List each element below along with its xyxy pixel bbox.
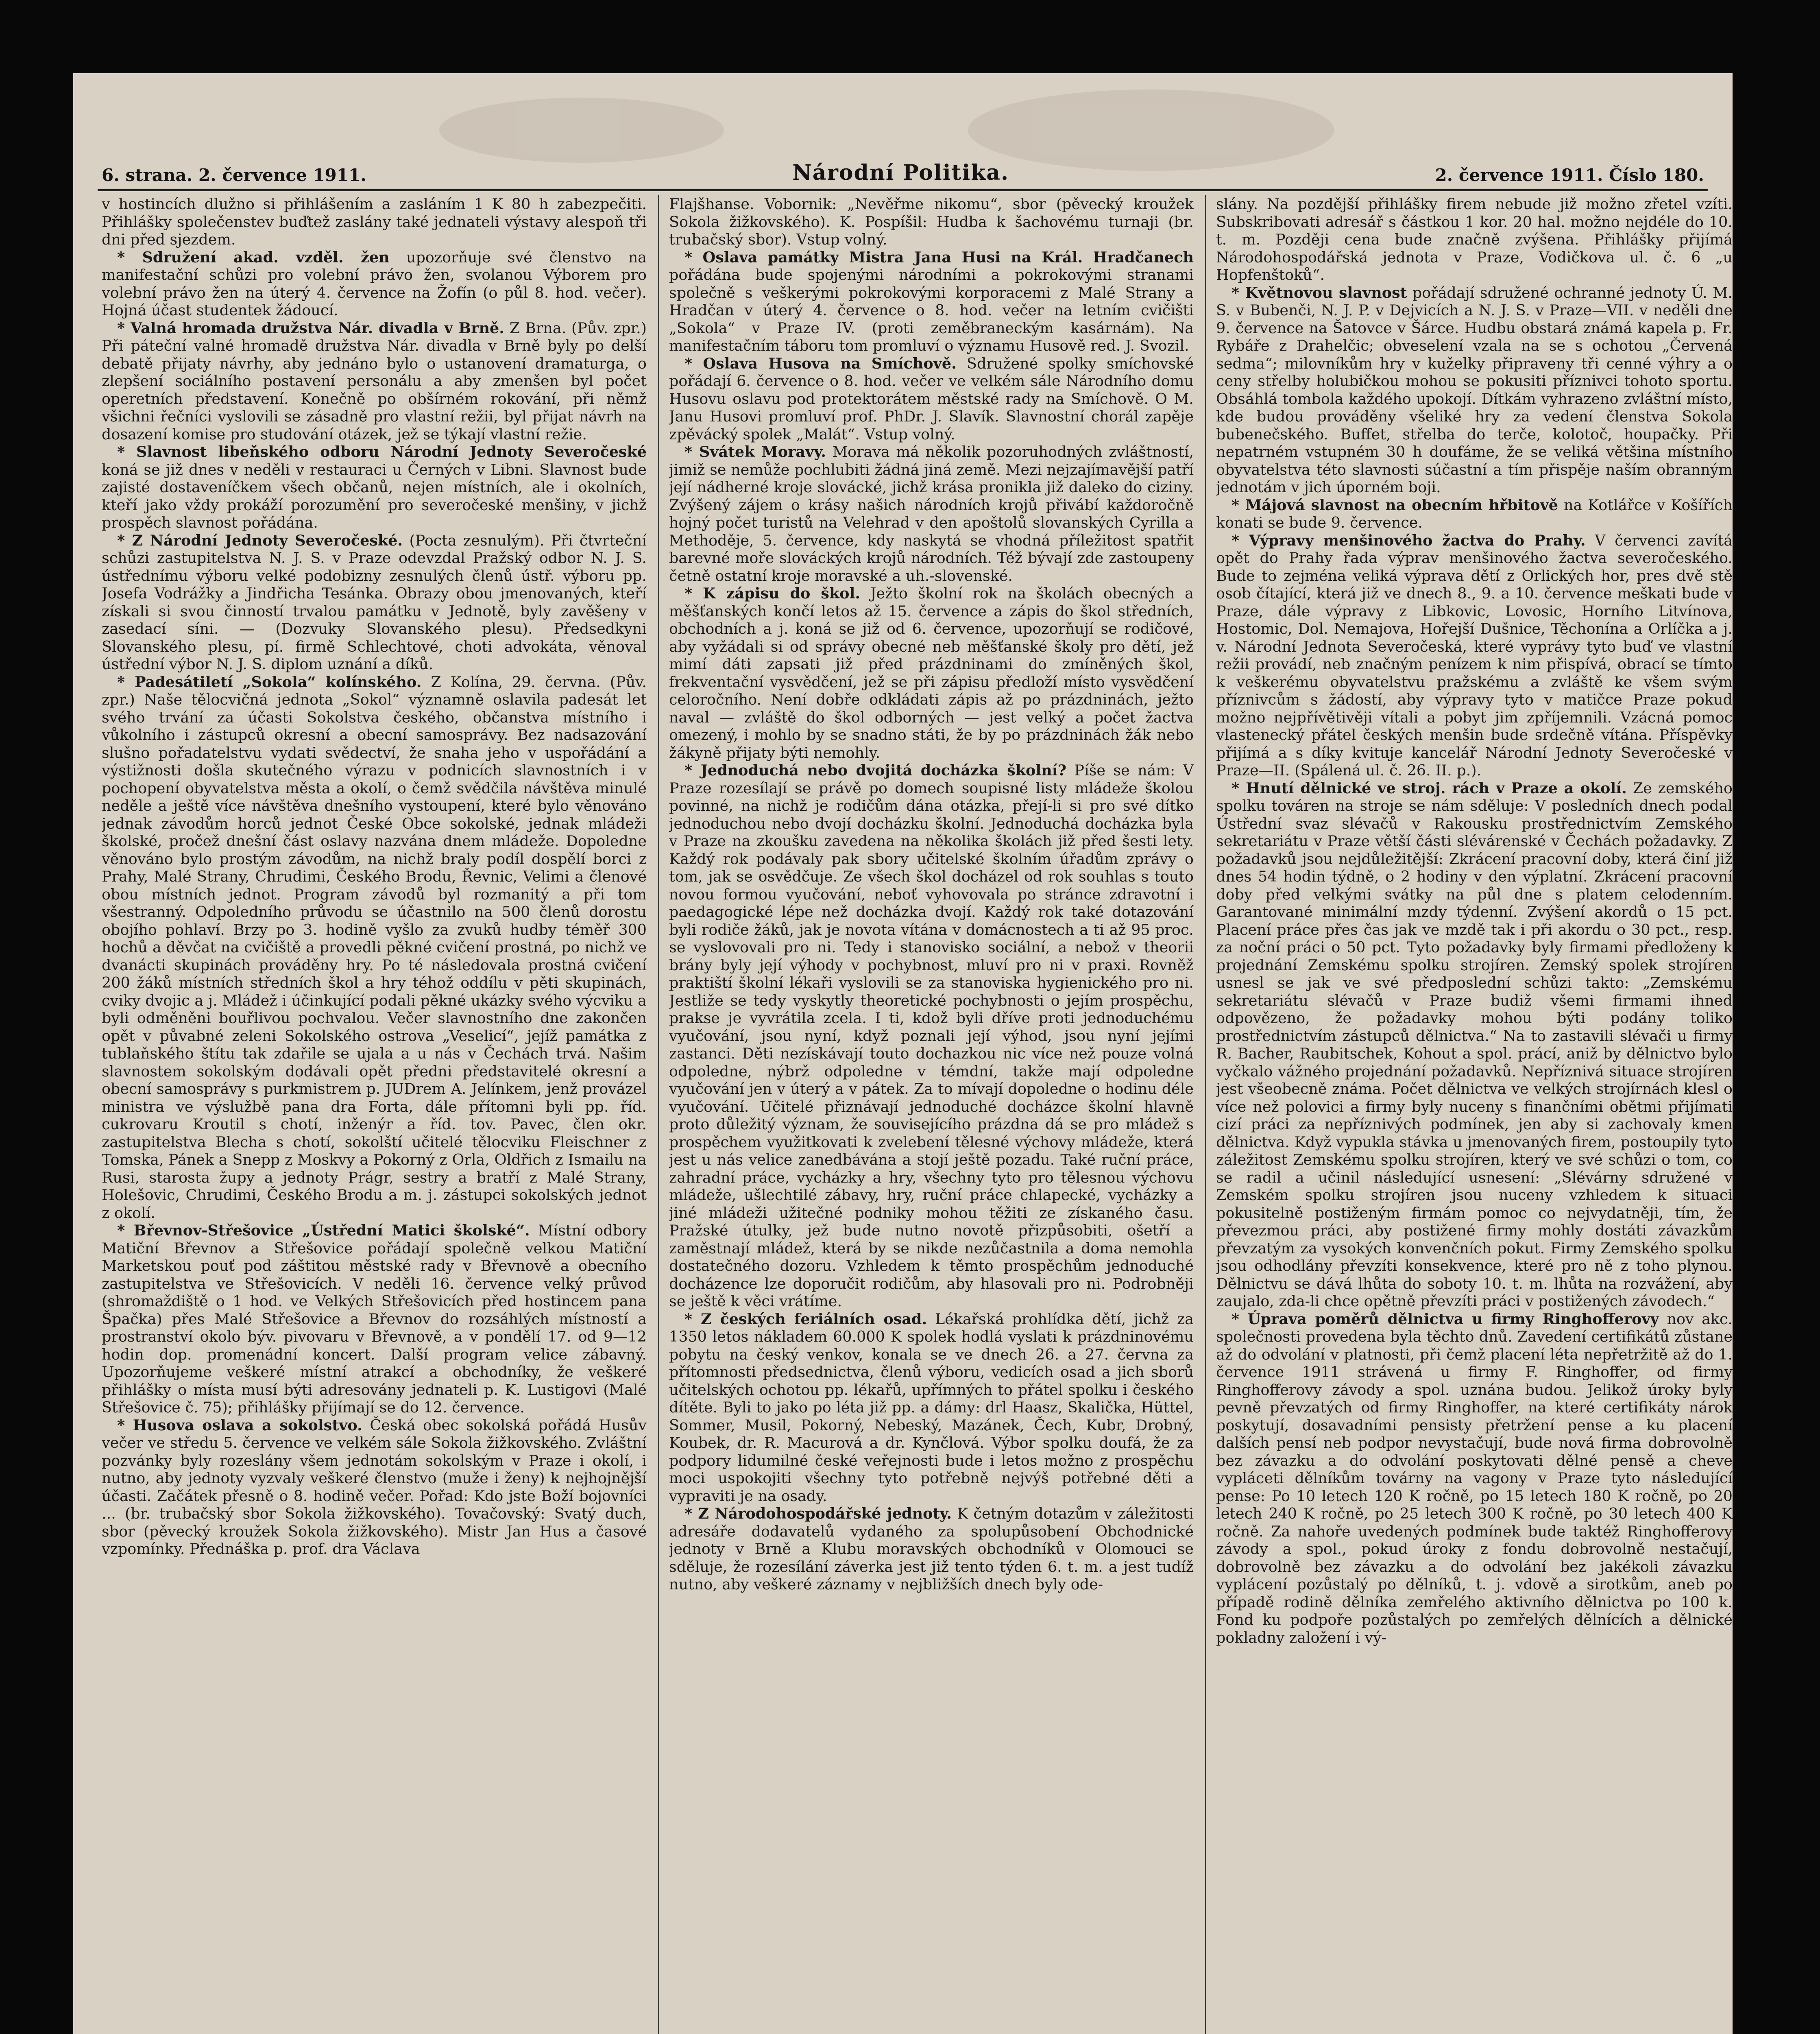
article-paragraph	[669, 1310, 1194, 1505]
article-paragraph	[669, 443, 1194, 585]
article-text: pořádají sdružené ochranné jednoty Ú. M. S. v Bubenči, N. J. P. v Dejvicích a N. J. S. v Praze—VII. v neděli dne 9. července na Šatovce v Šárce. Hudbu obstará známá kapela p. Fr. Rybáře z Drahelčic; obveselení vzala na se s ochotou „Červená sedma“; milovníkům hry v kuželky připraveny tři cenné výhry a o ceny střelby holubičkou mohou se pokusiti příznivci tohoto sportu. Obsáhlá tombola každého upokojí. Dítkám vyhrazeno zvláštní místo, kde budou prováděny všeliké hry za vedení členstva Sokola bubenečského. Buffet, střelba do terče, kolotoč, houpačky. Při nepatrném vstupném 30 h doufáme, že se veliká většina místního obyvatelstva této slavnosti súčastní a tím přispěje naším obranným jednotám v jich úporném boji.	[1216, 284, 1733, 496]
article-text: Sdružené spolky smíchovské pořádají 6. července o 8. hod. večer ve velkém sále Národního domu Husovu oslavu pod protektorátem městské rady na Smíchově. O M. Janu Husovi promluví prof. PhDr. J. Slavík. Slavnostní chorál zapěje zpěvácký spolek „Malát“. Vstup volný.	[669, 354, 1194, 443]
article-paragraph	[1216, 532, 1733, 779]
article-heading: * Z Národohospodářské jednoty.	[684, 1505, 952, 1522]
article-heading: * Padesátiletí „Sokola“ kolínského.	[117, 673, 422, 691]
article-heading: * Sdružení akad. vzděl. žen	[117, 248, 390, 266]
article-heading: * Svátek Moravy.	[684, 443, 826, 460]
column-3	[1216, 195, 1733, 2034]
article-heading: * K zápisu do škol.	[684, 585, 861, 602]
column-1	[102, 195, 647, 2034]
article-paragraph	[1216, 284, 1733, 496]
article-heading: * Valná hromada družstva Nár. divadla v Brně.	[117, 319, 504, 337]
article-text: nov akc. společnosti provedena byla těchto dnů. Zavedení certifikátů zůstane až do odvolání v platnosti, při čemž placení léta nepřetržitě až do 1. července 1911 strávená u firmy F. Ringhoffer, od firmy Ringhofferovy závody a spol. uznána budou. Jelikož úroky byly pevně převzatých od firmy Ringhoffer, na které certifikáty nárok poskytují, dosavadními pensisty přetržení pense a ku placení dalších pensí neb podpor nevystačují, bude nová firma dobrovolně bez závazku a do odvolání poskytovati dělné pensě a cheve vypláceti dělníkům továrny na vagony v Praze tyto následující pense: Po 10 letech 120 K ročně, po 15 letech 180 K ročně, po 20 letech 240 K ročně, po 25 letech 300 K ročně, po 30 letech 400 K ročně. Za nahoře uvedených podmínek bude taktéž Ringhofferovy závody a spol., pokud úroky z fondu dobrovolně nestačují, dobrovolně bez závazku a do odvolání bez jakékoli závazku vyplácení pozůstalý po dělníků, t. j. vdově a sirotkům, aneb po případě rodině dělníka zemřelého aktivního dělnictva po 100 k. Fond ku podpoře pozůstalých po zemřelých dělnících a dělnické pokladny založení i vý-	[1216, 1310, 1733, 1646]
article-text: Místní odbory Matiční Břevnov a Střešovice pořádají společně velkou Matiční Marketskou pouť pod záštitou městské rady v Břevnově a obecního zastupitelstva ve Střešovicích. V neděli 16. července velký průvod (shromaždiště o 1 hod. ve Velkých Střešovicích před hostincem pana Špačka) přes Malé Střešovice a Břevnov do rozsáhlých místností a prostranství okolo býv. pivovaru v Břevnově, a v pondělí 17. od 9—12 hodin dop. promenádní koncert. Další program velice zábavný. Upozorňujeme veškeré místní atrakcí a obchodníky, že veškeré přihlášky o místa musí býti adresovány jednateli p. K. Lustigovi (Malé Střešovice č. 75); přihlášky přijímají se do 12. července.	[102, 1222, 647, 1416]
article-text: Flajšhanse. Vobornik: „Nevěřme nikomu“, sbor (pěvecký kroužek Sokola žižkovského). K. Pospíšil: Hudba k šachovému turnaji (br. trubačský sbor). Vstup volný.	[669, 195, 1194, 248]
article-heading: * Husova oslava a sokolstvo.	[117, 1416, 362, 1434]
column-divider	[1205, 195, 1206, 2034]
article-text: koná se již dnes v neděli v restauraci u Černých v Libni. Slavnost bude zajisté dostaveníčkem všech občanů, nejen místních, ale i okolních, kteří jako vždy prokáží porozumění pro severočeské menšiny, v jichž prospěch slavnost pořádána.	[102, 460, 647, 531]
paper-stain	[439, 98, 724, 163]
article-text: K četným dotazům v záležitosti adresáře dodavatelů vydaného za spolupůsobení Obchodnické jednoty v Brně a Klubu moravských obchodníků v Olomouci se sděluje, že rozesílání záverka jest již tento týden 6. t. m. a jest tudíž nutno, aby veškeré záznamy v nejbližších dnech byly ode-	[669, 1505, 1194, 1593]
article-heading: * Hnutí dělnické ve stroj. rách v Praze a okolí.	[1231, 779, 1627, 797]
article-heading: * Jednoduchá nebo dvojitá docházka školní?	[684, 762, 1066, 779]
article-paragraph	[102, 443, 647, 532]
article-paragraph	[102, 249, 647, 319]
article-paragraph	[669, 762, 1194, 1310]
masthead-title: Národní Politika.	[792, 160, 1009, 185]
article-paragraph	[669, 195, 1194, 249]
column-2	[669, 195, 1194, 2034]
article-paragraph	[1216, 779, 1733, 1310]
running-head	[102, 161, 1704, 185]
article-paragraph	[102, 532, 647, 673]
article-heading: * Oslava památky Mistra Jana Husi na Král. Hradčanech	[684, 248, 1194, 266]
article-paragraph	[102, 1222, 647, 1416]
article-paragraph	[669, 585, 1194, 762]
article-text: Ježto školní rok na školách obecných a měšťanských končí letos až 15. července a zápis do škol středních, obchodních a j. koná se již od 6. července, upozorňují se rodičové, aby vyžádali si od správy obecné neb měšťanské školy pro dětí, jež mimí dáti zapsati již před prázdninami do zmíněných škol, frekventační vysvědčení, jež se při zápisu předloží místo vysvědčení celoročního. Není dobře odkládati zápis až po prázdninách, ježto naval — zvláště do škol odborných — jest velký a počet žactva omezený, i mohlo by se snadno státi, že by po prázdninách žák nebo žákyně přijaty býti nemohly.	[669, 585, 1194, 762]
article-heading: * Výpravy menšinového žactva do Prahy.	[1231, 531, 1586, 549]
article-paragraph	[102, 673, 647, 1222]
article-text: upozorňuje své členstvo na manifestační schůzi pro volební právo žen, svolanou Výborem pro volební právo žen na úterý 4. července na Žofín (o půl 8. hod. večer). Hojná účast studentek žádoucí.	[102, 248, 647, 319]
article-heading: * Májová slavnost na obecním hřbitově	[1231, 496, 1558, 514]
article-heading: * Oslava Husova na Smíchově.	[684, 354, 957, 372]
article-paragraph	[102, 319, 647, 443]
article-heading: * Slavnost libeňského odboru Národní Jednoty Severočeské	[117, 443, 647, 460]
article-heading: * Úprava poměrů dělnictva u firmy Ringhofferovy	[1231, 1310, 1659, 1328]
article-heading: * Břevnov-Střešovice „Ústřední Matici školské“.	[117, 1222, 530, 1239]
page-date-issue-right: 2. července 1911. Číslo 180.	[1435, 165, 1704, 185]
article-text: V červenci zavítá opět do Prahy řada výprav menšinového žactva severočeského. Bude to zejména veliká výprava dětí z Orlických hor, pres dvě stě osob čítající, která již ve dnech 8., 9. a 10. července meškati bude v Praze, dále výpravy z Libkovic, Lovosic, Horního Litvínova, Hostomic, Dol. Nemajova, Hořejší Dušnice, Těchonína a Orlíčka a j. v. Národní Jednota Severočeská, které vyprávy tyto buď ve vlastní režii provádí, neb značným penízem k nim přispívá, obrací se tímto k veškerému obyvatelstvu pražskému a zvláště ke všem svým příznivcům s žádostí, aby výpravy tyto v matičce Praze pokud možno nejpřívětivěji vítali a pobyt jim zpříjemnili. Vzácná pomoc vlastenecký přátel českých menšin bude srdečně vítána. Příspěvky přijímá a s díky kvituje kancelář Národní Jednoty Severočeské v Praze—II. (Spálená ul. č. 26. II. p.).	[1216, 531, 1733, 779]
header-rule	[98, 189, 1708, 191]
article-paragraph	[102, 1416, 647, 1558]
article-text: Ze zemského spolku továren na stroje se nám sděluje: V posledních dnech podal Ústřední svaz slévačů v Rakousku prostřednictvím Zemského sekretariátu v Praze větší části slévárenské v Čechách požadavky. Z požadavků jsou nejdůležitější: Zkrácení pracovní doby, která činí již dnes 54 hodin týdně, o 2 hodiny v den výplatní. Zkrácení pracovní doby před velkými svátky na půl dne s platem celodenním. Garantované minimální mzdy týdenní. Zvýšení akordů o 15 pct. Placení práce přes čas jak ve mzdě tak i při akordu o 30 pct., resp. za noční práci o 50 pct. Tyto požadavky byly firmami předloženy k projednání Zemskému spolku strojíren. Zemský spolek strojíren usnesl se jak ve své předposlední schůzi takto: „Zemskému sekretariátu slévačů v Praze budiž všemi firmami ihned odpovězeno, že požadavky mohou býti podány toliko prostřednictvím zástupců dělnictva.“ Na to zastavili slévači u firmy R. Bacher, Raubitschek, Kohout a spol. prácí, aniž by dělnictvo bylo vyčkalo vážného projednání požadavků. Nepříznivá situace strojíren jest všeobecně známa. Počet dělnictva ve velkých strojírnách klesl o více než polovici a firmy byly nuceny s finančními obětmi přijímati cizí práci za nepříznivých podmínek, jen aby si zachovaly kmen dělnictva. Když vypukla stávka u jmenovaných firem, postoupily tyto záležitost Zemskému spolku strojíren, který ve své schůzi o tom, co se radil a učinil následující usnesení: „Slévárny sdružené v Zemském spolku strojíren jsou nuceny vzhledem k situaci pokusitelně postiženým firmám pomoc co nejvydatněji, tím, že převezmou práci, aby postižené firmy mohly dostáti závazkům převzatým za vysokých konvenčních pokut. Firmy Zemského spolku jsou odhodlány převzíti konsekvence, které pro ně z toho plynou. Dělnictvu se dává lhůta do soboty 10. t. m. lhůta na rozvážení, aby zaujalo, zda-li chce opětně převzíti práci v postižených závodech.“	[1216, 779, 1733, 1310]
article-text: Česká obec sokolská pořádá Husův večer ve středu 5. července ve velkém sále Sokola žižkovského. Zvláštní pozvánky byly rozeslány všem jednotám sokolským v Praze i okolí, i nutno, aby jednoty vyzvaly veškeré členstvo (muže i ženy) k nejhojnější účasti. Začátek přesně o 8. hodině večer. Pořad: Kdo jste Boží bojovníci ... (br. trubačský sbor Sokola žižkovského). Tovačovský: Svatý duch, sbor (pěvecký kroužek Sokola žižkovského). Mistr Jan Hus a časové vzpomínky. Přednáška p. prof. dra Václava	[102, 1416, 647, 1558]
column-divider	[658, 195, 659, 2034]
article-text: pořádána bude spojenými národními a pokrokovými stranami společně s veškerými pokrokovými korporacemi z Malé Strany a Hradčan v úterý 4. července o 8. hod. večer na letním cvičišti „Sokola“ v Praze IV. (proti zeměbraneckým kasárnám). Na manifestačním táboru tom promluví o významu Husově red. J. Svozil.	[669, 266, 1194, 354]
article-text: slány. Na pozdější přihlášky firem nebude již možno zřetel vzíti. Subskribovati adresář s částkou 1 kor. 20 hal. možno nejdéle do 10. t. m. Později cena bude značně zvýšena. Přihlášky přijímá Národohospodářská jednota v Praze, Vodičkova ul. č. 6 „u Hopfenštoků“.	[1216, 195, 1733, 284]
article-text: na Kotlářce v Košířích konati se bude 9. července.	[1216, 496, 1733, 531]
page-date-left: 6. strana. 2. července 1911.	[102, 165, 366, 185]
paper-stain	[968, 89, 1334, 171]
article-paragraph	[102, 195, 647, 249]
article-paragraph	[1216, 195, 1733, 284]
article-paragraph	[1216, 496, 1733, 532]
article-text: Píše se nám: V Praze rozesílají se právě po domech soupisné listy mládeže školou povinné, na nichž je rodičům dána otázka, přejí-li si pro své dítko jednoduchou nebo dvojí docházku školní. Jednoduchá docházka byla v Praze na zkoušku zavedena na několika školách již před šesti lety. Každý rok podávaly pak sbory učitelské školním úřadům zprávy o tom, jak se osvědčuje. Ze všech škol docházel od rok souhlas s touto novou formou vyučování, neboť vyhovovala po stránce zdravotní i paedagogické lépe než docházka dvojí. Každý rok také dotazování byli rodiče žáků, jak je novota vítána v domácnostech a ti až 95 proc. se vyslovovali pro ni. Tedy i stanovisko sociální, a nebož v theorii brány byly její výhody v pochybnost, mluví pro ni v praxi. Rovněž praktiští školní lékaři vyslovili se za stanoviska hygienického pro ni. Jestliže se tedy vyskytly theoretické pochybnosti o jejím prospěchu, prakse je vyvrátila zcela. I ti, kdož byli dříve proti jednoduchému vyučování, jsou nyní, když poznali její výhod, jsou nyní jejími zastanci. Děti nezískávají touto dochazkou nic více než pouze volná odpoledne, nýbrž odpoledne v témdní, takže mají odpoledne vyučování jen v úterý a v pátek. Za to mívají dopoledne o hodinu déle vyučování. Učitelé přiznávají jednoduché docházce školní hlavně proto důležitý význam, že souvisejícího prázdna dá se pro mládež s prospěchem využitkovati k zvelebení tělesné výchovy mládeže, která jest u nás velice zanedbávána a stojí ještě pozadu. Také ruční práce, zahradní práce, vycházky a hry, všechny tyto pro tělesnou výchovu mládeže, ušlechtilé zábavy, hry, ruční práce chlapecké, vycházky a jiné mládeži užitečné podniky mohou těžiti ze získaného času. Pražské útulky, jež bude nutno novotě přizpůsobiti, ošetří a zaměstnají mládež, která by se nikde nezůčastnila a doma nemohla dostatečného dozoru. Vzhledem k těmto prospěchům jednoduché docházence lze doporučit rodičům, aby hlasovali pro ni. Podrobněji se ještě k věci vrátíme.	[669, 762, 1194, 1310]
article-text: Z Kolína, 29. června. (Pův. zpr.) Naše tělocvičná jednota „Sokol“ významně oslavila padesát let svého trvání za účasti Sokolstva českého, občanstva místního i vůkolního i zástupců okresní a obecní samosprávy. Bez nadsazování slušno pořadatelstvu vydati svědectví, že snaha jeho v uspořádání a výstižnosti došla skutečného výrazu v podnicích slavnostních i v pochopení obyvatelstva města a okolí, o čemž svědčila návštěva minulé neděle a ještě více návštěva dnešního vystoupení, které bylo věnováno jednak závodům horců jednot České Obce sokolské, jednak mládeži školské, pročež dnešní část oslavy nazvána dnem mládeže. Dopoledne věnováno bylo prostým závodům, na nichž braly podíl dospělí borci z Prahy, Malé Strany, Chrudimi, Českého Brodu, Řevnic, Velimi a členové obou místních jednot. Program závodů byl rozmanitý a při tom všestranný. Odpoledního průvodu se účastnilo na 500 členů dorostu obojího pohlaví. Brzy po 3. hodině vyšlo za zvuků hudby téměř 300 hochů a děvčat na cvičiště a provedli pěkné cvičení prostná, po nichž ve dvanácti skupinách prováděny hry. Po té následovala prostná cvičení 200 žáků místních středních škol a hry téhož oddílu v pěti skupinách, cviky dvojic a j. Mládež i účinkující podali pěkné ukázky svého výcviku a byli odměněni bouřlivou pochvalou. Večer slavnostního dne zakončen opět v půvabné zeleni Sokolského ostrova „Veselicí“, jejíž památka z tublaňského štítu tak zdařile se ujala a u nás v Čechách trvá. Našim slavnostem sokolským dodávali opět předni představitelé okresní a obecní samosprávy s purkmistrem p. JUDrem A. Jelínkem, jenž provázel ministra ve výslužbě pana dra Forta, dále přítomni byli pp. říd. cukrovaru Kroutil s chotí, inženýr a říd. tov. Pavec, člen okr. zastupitelstva Blecha s chotí, sokolští učitelé tělocviku Fleischner z Tomska, Pánek a Snepp z Moskvy a Pokorný z Orla, Oldřich z Ismailu na Rusi, starosta župy a jednoty Prágr, sestry a bratří z Malé Strany, Holešovic, Chrudimi, Českého Brodu a m. j. zástupci sokolských jednot z okolí.	[102, 673, 647, 1222]
article-text: (Pocta zesnulým). Při čtvrteční schůzi zastupitelstva N. J. S. v Praze odevzdal Pražský odbor N. J. S. ústřednímu výboru velké podobizny zesnulých členů ústř. výboru pp. Josefa Vodrážky a Jindřicha Tesánka. Obrazy obou jmenovaných, kteří získali si svou činností trvalou památku v Jednotě, byly zavěšeny v zasedací síni. — (Dozvuky Slovanského plesu). Předsedkyni Slovanského plesu, pí. firmě Schlechtové, choti advokáta, věnoval ústřední výbor N. J. S. diplom uznání a díků.	[102, 531, 647, 673]
article-text: v hostincích dlužno si přihlášením a zasláním 1 K 80 h zabezpečiti. Přihlášky společenstev buďtež zaslány také jednateli výstavy alespoň tři dni před sjezdem.	[102, 195, 647, 248]
article-text: Z Brna. (Pův. zpr.) Při páteční valné hromadě družstva Nár. divadla v Brně byly po delší debatě přijaty návrhy, aby jednáno bylo o ustanovení dramaturga, o zlepšení sociálního postavení personálu a aby zmenšen byl počet operetních představení. Konečně po obšírném rokování, při němž všichni řečníci vyslovili se zásadně pro vlastní režii, byl přijat návrh na dosazení komise pro studování otázek, jež se týkají vlastní režie.	[102, 319, 647, 443]
article-text: Lékařská prohlídka dětí, jichž za 1350 letos nákladem 60.000 K spolek hodlá vyslati k prázdninovému pobytu na český venkov, konala se ve dnech 26. a 27. června za přítomnosti předsednictva, členů výboru, vedicích osad a jich sborů učitelských ochotou pp. lékařů, upřímných to přátel spolku i českého dítěte. Byli to jako po léta již pp. a dámy: drl Haasz, Skalička, Hüttel, Sommer, Musil, Pokorný, Nebeský, Mazánek, Čech, Kubr, Drobný, Koubek, dr. R. Macurová a dr. Kynčlová. Výbor spolku doufá, že za podpory lidumilné české veřejnosti bude i letos možno z prospěchu moci uspokojiti všechny tyto potřebně nejvýš potřebné děti a vypraviti je na osady.	[669, 1310, 1194, 1505]
article-heading: * Z Národní Jednoty Severočeské.	[117, 531, 403, 549]
article-paragraph	[669, 249, 1194, 355]
newspaper-sheet	[73, 73, 1733, 2034]
article-paragraph	[1216, 1310, 1733, 1647]
article-heading: * Květnovou slavnost	[1231, 284, 1407, 301]
article-paragraph	[669, 355, 1194, 443]
article-text: Morava má několik pozoruhodných zvláštností, jimiž se nemůže pochlubiti žádná jiná země. Mezi nejzajímavější patří její nádherné kroje slovácké, jichž krása pronikla již daleko do ciziny. Zvýšený zájem o krásy našich národních krojů přivábí každoročně hojný počet turistů na Velehrad v den apoštolů slovanských Cyrilla a Methoděje, 5. července, kdy naskytá se vhodná příležitost spatřit barevné moře slováckých krojů národních. Též bývají zde zastoupeny četně ostatní kroje moravské a uh.-slovenské.	[669, 443, 1194, 585]
article-heading: * Z českých feriálních osad.	[684, 1310, 927, 1328]
article-paragraph	[669, 1505, 1194, 1593]
